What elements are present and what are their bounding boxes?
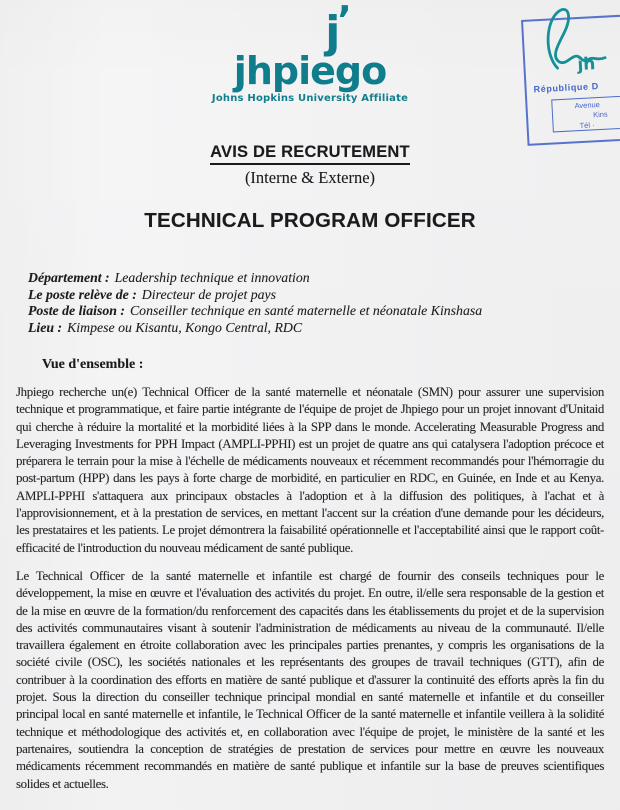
detail-row-reports-to xyxy=(28,287,603,304)
detail-value: Leadership technique et innovation xyxy=(114,270,310,285)
ink-stamp xyxy=(521,12,620,145)
position-title: TECHNICAL PROGRAM OFFICER xyxy=(144,209,476,232)
stamp-jhpiego-fragment: jh xyxy=(576,54,596,76)
notice-headings xyxy=(0,143,620,233)
overview-heading: Vue d'ensemble : xyxy=(42,357,144,372)
detail-label: Le poste relève de : xyxy=(28,286,137,302)
detail-value: Conseiller technique en santé maternelle et néonatale Kinshasa xyxy=(129,303,483,319)
post-details xyxy=(28,270,603,336)
jhpiego-tagline: Johns Hopkins University Affiliate xyxy=(211,93,409,104)
overview-paragraph-1: Jhpiego recherche un(e) Technical Officer de la santé maternelle et néonatale (SMN) pour assurer une supervision technique et programmatique, et faire partie intégrante de l'équipe de projet de Jhpiego pour un projet innovant d'Unitaid qui cherche à réduire la mortalité et la morbidité liées à la SPP dans le monde. Accelerating Measurable Progress and Leveraging Investments for PPH Impact (AMPLI-PPHI) est un projet de quatre ans qui catalysera l'adoption précoce et préparera le terrain pour la mise à l'échelle de médicaments nouveaux et récemment recommandés pour l'hémorragie du post-partum (HPP) dans les pays à forte charge de morbidité, en particulier en RDC, en Guinée, en Inde et au Kenya. AMPLI-PPHI s'attaquera aux principaux obstacles à l'adoption et à la diffusion des politiques, à l'achat et à l'approvisionnement, et à la prestation de services, en mettant l'accent sur la création d'une demande pour les décideurs, les prestataires et les patients. Le projet démontrera la faisabilité opérationnelle et l'acceptabilité ainsi que le rapport coût-efficacité de l'introduction du nouveau médicament de santé publique. xyxy=(16,385,604,555)
jhpiego-wordmark: jhpiego xyxy=(233,49,387,93)
detail-label: Poste de liaison : xyxy=(28,303,125,319)
stamp-address-box xyxy=(551,93,620,133)
detail-value: Directeur de projet pays xyxy=(141,286,277,302)
stamp-address-line: Kins xyxy=(592,109,608,120)
detail-value: Kimpese ou Kisantu, Kongo Central, RDC xyxy=(67,319,303,335)
stamp-country-text: République D xyxy=(533,81,600,95)
detail-row-department xyxy=(28,270,603,287)
detail-label: Département : xyxy=(28,270,110,285)
logo-apostrophe-glyph: ’ xyxy=(337,0,352,42)
detail-row-liaison xyxy=(28,303,603,320)
detail-label: Lieu : xyxy=(28,319,63,335)
overview-body xyxy=(16,384,604,804)
notice-subtitle: (Interne & Externe) xyxy=(244,168,376,187)
stamp-address-line: Avenue xyxy=(574,99,601,111)
logo-j-glyph: j xyxy=(325,7,341,58)
detail-row-location xyxy=(28,320,603,337)
stamp-address-line: Tél · xyxy=(579,120,595,131)
overview-paragraph-2: Le Technical Officer de la santé maternelle et infantile est chargé de fournir des conseils techniques pour le développement, la mise en œuvre et l'évaluation des activités du projet. En outre, il/elle sera responsable de la gestion et de la mise en œuvre de la formation/du renforcement des capacités dans les établissements du projet et de la supervision des activités communautaires visant à soutenir l'administration de médicaments au niveau de la communauté. Il/elle travaillera également en étroite collaboration avec les principales parties prenantes, y compris les organisations de la société civile (OSC), les sociétés nationales et les représentants des groupes de travail techniques (GTT), afin de contribuer à la coordination des efforts en matière de santé publique et d'assurer la continuité des efforts après la fin du projet. Sous la direction du conseiller technique principal mondial en santé maternelle et infantile et du conseiller principal local en santé maternelle et infantile, le Technical Officer de la santé maternelle et infantile veillera à la solidité technique et méthodologique des activités et, en collaboration avec l'équipe de projet, le ministère de la santé et les partenaires, soutiendra la conception de stratégies de prestation de services pour mettre en œuvre les nouveaux médicaments récemment recommandés en matière de santé publique et infantile sur la base de preuves scientifiques solides et actuelles. xyxy=(16,568,604,791)
notice-title: AVIS DE RECRUTEMENT xyxy=(210,143,410,165)
